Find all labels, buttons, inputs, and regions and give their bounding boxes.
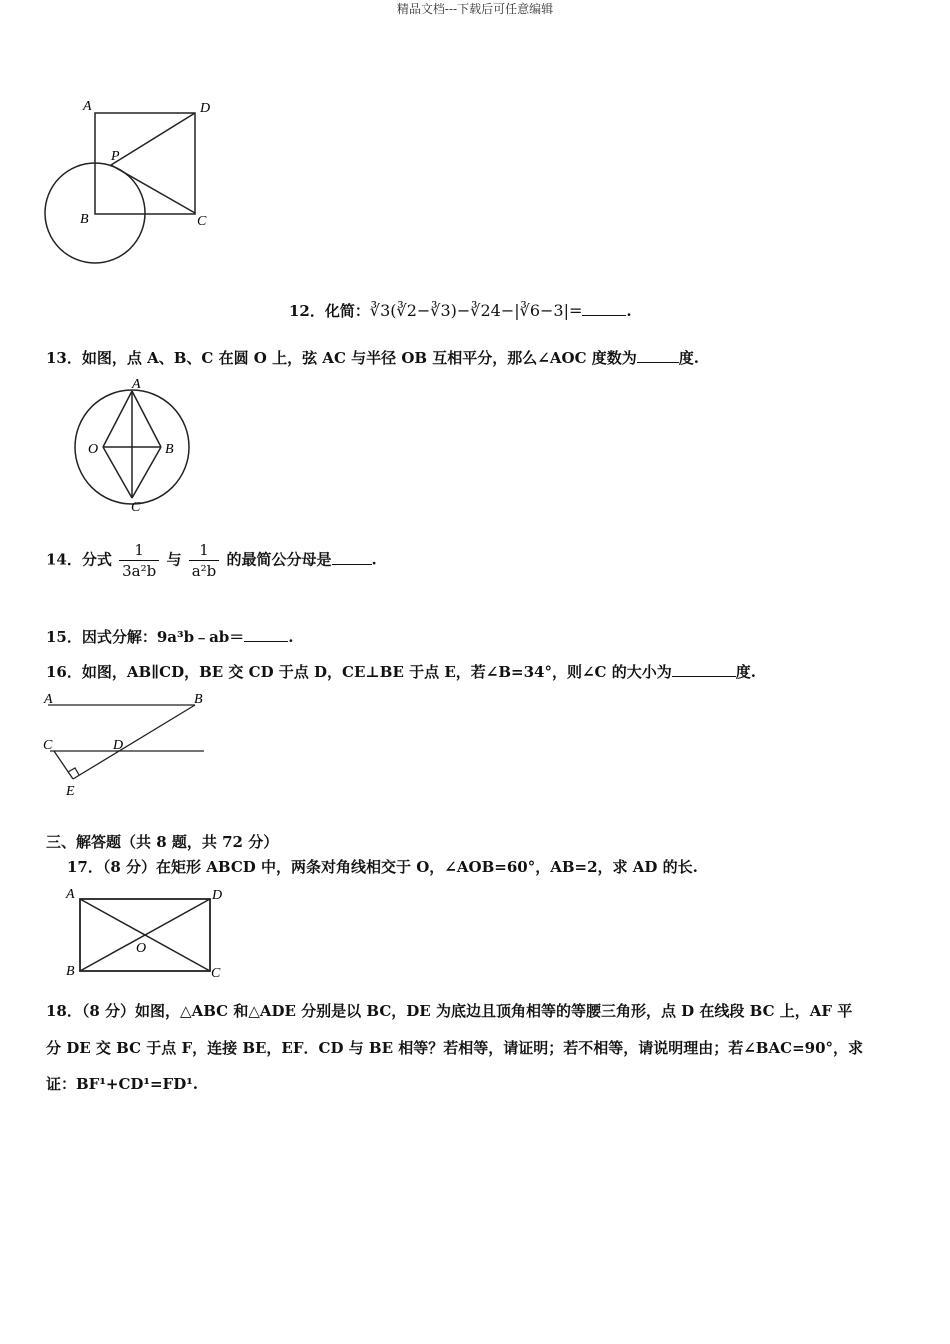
figure-parallel-lines xyxy=(40,688,215,800)
label-b: B xyxy=(165,442,174,457)
question-17: 17．（8 分）在矩形 ABCD 中，两条对角线相交于 O，∠AOB=60°，AB=2，求 AD 的长. xyxy=(67,858,698,876)
label-o: O xyxy=(88,442,99,457)
question-18-line-1: 18．（8 分）如图，△ABC 和△ADE 分别是以 BC，DE 为底边且顶角相等的等腰三角形，点 D 在线段 BC 上，AF 平 xyxy=(46,1002,853,1020)
question-15: 15．因式分解：9a³b﹣ab＝ . xyxy=(46,628,294,646)
label-o: O xyxy=(136,941,147,956)
fraction-1: $\frac{1}{\text{3a²b}}$ xyxy=(119,540,159,581)
figure-square-circle xyxy=(40,92,230,272)
page-header: 精品文档---下载后可任意编辑 xyxy=(396,2,554,16)
label-a: A xyxy=(66,887,75,902)
figure-rectangle xyxy=(60,882,235,982)
section-title: 三、解答题（共 8 题，共 72 分） xyxy=(46,833,279,851)
label-c: C xyxy=(211,966,221,981)
label-a: A xyxy=(44,692,53,707)
label-d: D xyxy=(200,101,211,116)
label-c: C xyxy=(43,738,53,753)
question-18-line-2: 分 DE 交 BC 于点 F，连接 BE，EF．CD 与 BE 相等？若相等，请证明；若不相等，请说明理由；若∠BAC=90°，求 xyxy=(46,1039,864,1057)
fraction-2: $\frac{1}{\text{a²b}}$ xyxy=(189,540,220,581)
label-a: A xyxy=(83,99,92,114)
label-b: B xyxy=(194,692,203,707)
label-b: B xyxy=(80,212,89,227)
question-12: 12．化简：∛3(∛2−∛3)−∛24−|∛6−3|= . xyxy=(289,301,632,320)
figure-circle-rhombus xyxy=(40,374,190,516)
label-e: E xyxy=(66,784,75,799)
label-p: P xyxy=(111,149,120,164)
label-d: D xyxy=(212,888,223,903)
question-14: 14．分式 $\frac{1}{\text{3a²b}}$ 与 $\frac{1}{\text{a²b}}$ 的最简公分母是 . xyxy=(46,541,377,580)
label-c: C xyxy=(197,214,207,229)
label-a: A xyxy=(132,377,141,392)
label-c: C xyxy=(131,500,141,515)
question-18-line-3: 证：BF¹+CD¹=FD¹. xyxy=(46,1075,198,1093)
label-b: B xyxy=(66,964,75,979)
question-13: 13．如图，点 A、B、C 在圆 O 上，弦 AC 与半径 OB 互相平分，那么∠AOC 度数为 度. xyxy=(46,349,699,367)
question-16: 16．如图，AB∥CD，BE 交 CD 于点 D，CE⊥BE 于点 E，若∠B=34°，则∠C 的大小为 度. xyxy=(46,663,756,681)
label-d: D xyxy=(113,738,124,753)
